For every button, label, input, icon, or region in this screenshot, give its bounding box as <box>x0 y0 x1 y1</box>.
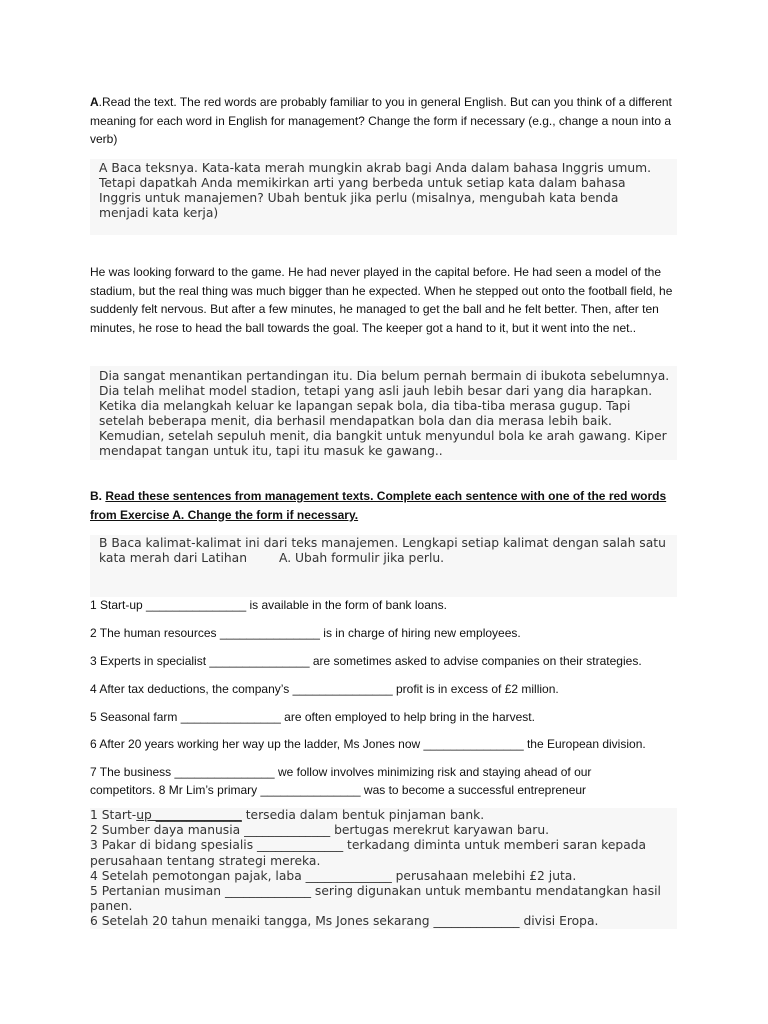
section-b-instruction-text: Read these sentences from management texts. Complete each sentence with one of the red words from Exercise A. Change the form if necessary. <box>90 489 667 522</box>
section-a-label: A <box>90 95 99 109</box>
section-a-translation: A Baca teksnya. Kata-kata merah mungkin akrab bagi Anda dalam bahasa Inggris umum. Tetapi dapatkah Anda memikirkan arti yang berbeda untuk setiap kata dalam bahasa Inggris untuk manajemen? Ubah bentuk jika perlu (misalnya, mengubah kata benda menjadi kata kerja) <box>99 161 652 220</box>
section-b-translation: B Baca kalimat-kalimat ini dari teks manajemen. Lengkapi setiap kalimat dengan salah satu kata merah dari Latihan A. Ubah formulir jika perlu. <box>99 536 666 565</box>
section-b-label: B. <box>90 489 106 503</box>
exercise-sentence-2: 2 The human resources _______________ is in charge of hiring new employees. <box>90 626 521 640</box>
exercise-sentence-6: 6 After 20 years working her way up the ladder, Ms Jones now _______________ the European division. <box>90 737 646 751</box>
translation-2: 2 Sumber daya manusia ______________ bertugas merekrut karyawan baru. <box>90 823 550 838</box>
exercise-sentence-1: 1 Start-up _______________ is available in the form of bank loans. <box>90 598 447 612</box>
section-a-instruction-text: .Read the text. The red words are probably familiar to you in general English. But can you think of a different meaning for each word in English for management? Change the form if necessary (e.g., change a noun into a verb) <box>90 95 672 147</box>
translation-1: 1 Start-up ______________ tersedia dalam bentuk pinjaman bank. <box>90 808 485 822</box>
translations-box <box>90 808 677 929</box>
translation-6: 6 Setelah 20 tahun menaiki tangga, Ms Jones sekarang ______________ divisi Eropa. <box>90 914 599 929</box>
story-translation: Dia sangat menantikan pertandingan itu. Dia belum pernah bermain di ibukota sebelumnya. Dia telah melihat model stadion, tetapi yang asli jauh lebih besar dari yang dia harapkan. Ketika dia melangkah keluar ke lapangan sepak bola, dia tiba-tiba merasa gugup. Tapi setelah beberapa menit, dia berhasil mendapatkan bola dan dia merasa lebih baik. Kemudian, setelah sepuluh menit, dia bangkit untuk menyundul bola ke arah gawang. Kiper mendapat tangan untuk itu, tapi itu masuk ke gawang.. <box>99 369 670 458</box>
section-a-instruction <box>90 93 680 149</box>
section-b-translation-box <box>90 535 677 597</box>
story-translation-box <box>90 366 677 460</box>
exercise-sentence-3: 3 Experts in specialist _______________ are sometimes asked to advise companies on their strategies. <box>90 654 642 668</box>
section-a-translation-box <box>90 159 677 235</box>
section-b-instruction <box>90 487 680 524</box>
translation-5: 5 Pertanian musiman ______________ sering digunakan untuk membantu mendatangkan hasil panen. <box>90 884 661 914</box>
exercise-sentence-7-8: 7 The business _______________ we follow involves minimizing risk and staying ahead of our competitors. 8 Mr Lim’s primary _______________ was to become a successful entrepreneur <box>90 765 592 797</box>
exercise-sentence-5: 5 Seasonal farm _______________ are often employed to help bring in the harvest. <box>90 710 535 724</box>
story-paragraph: He was looking forward to the game. He had never played in the capital before. He had seen a model of the stadium, but the real thing was much bigger than he expected. When he stepped out onto the football field, he suddenly felt nervous. But after a few minutes, he managed to get the ball and he felt better. Then, after ten minutes, he rose to head the ball towards the goal. The keeper got a hand to it, but it went into the net.. <box>90 265 673 335</box>
translation-3: 3 Pakar di bidang spesialis ______________ terkadang diminta untuk memberi saran kepada perusahaan tentang strategi mereka. <box>90 838 647 868</box>
exercise-sentence-4: 4 After tax deductions, the company’s _______________ profit is in excess of £2 million. <box>90 682 559 696</box>
translation-4: 4 Setelah pemotongan pajak, laba ______________ perusahaan melebihi £2 juta. <box>90 868 577 883</box>
